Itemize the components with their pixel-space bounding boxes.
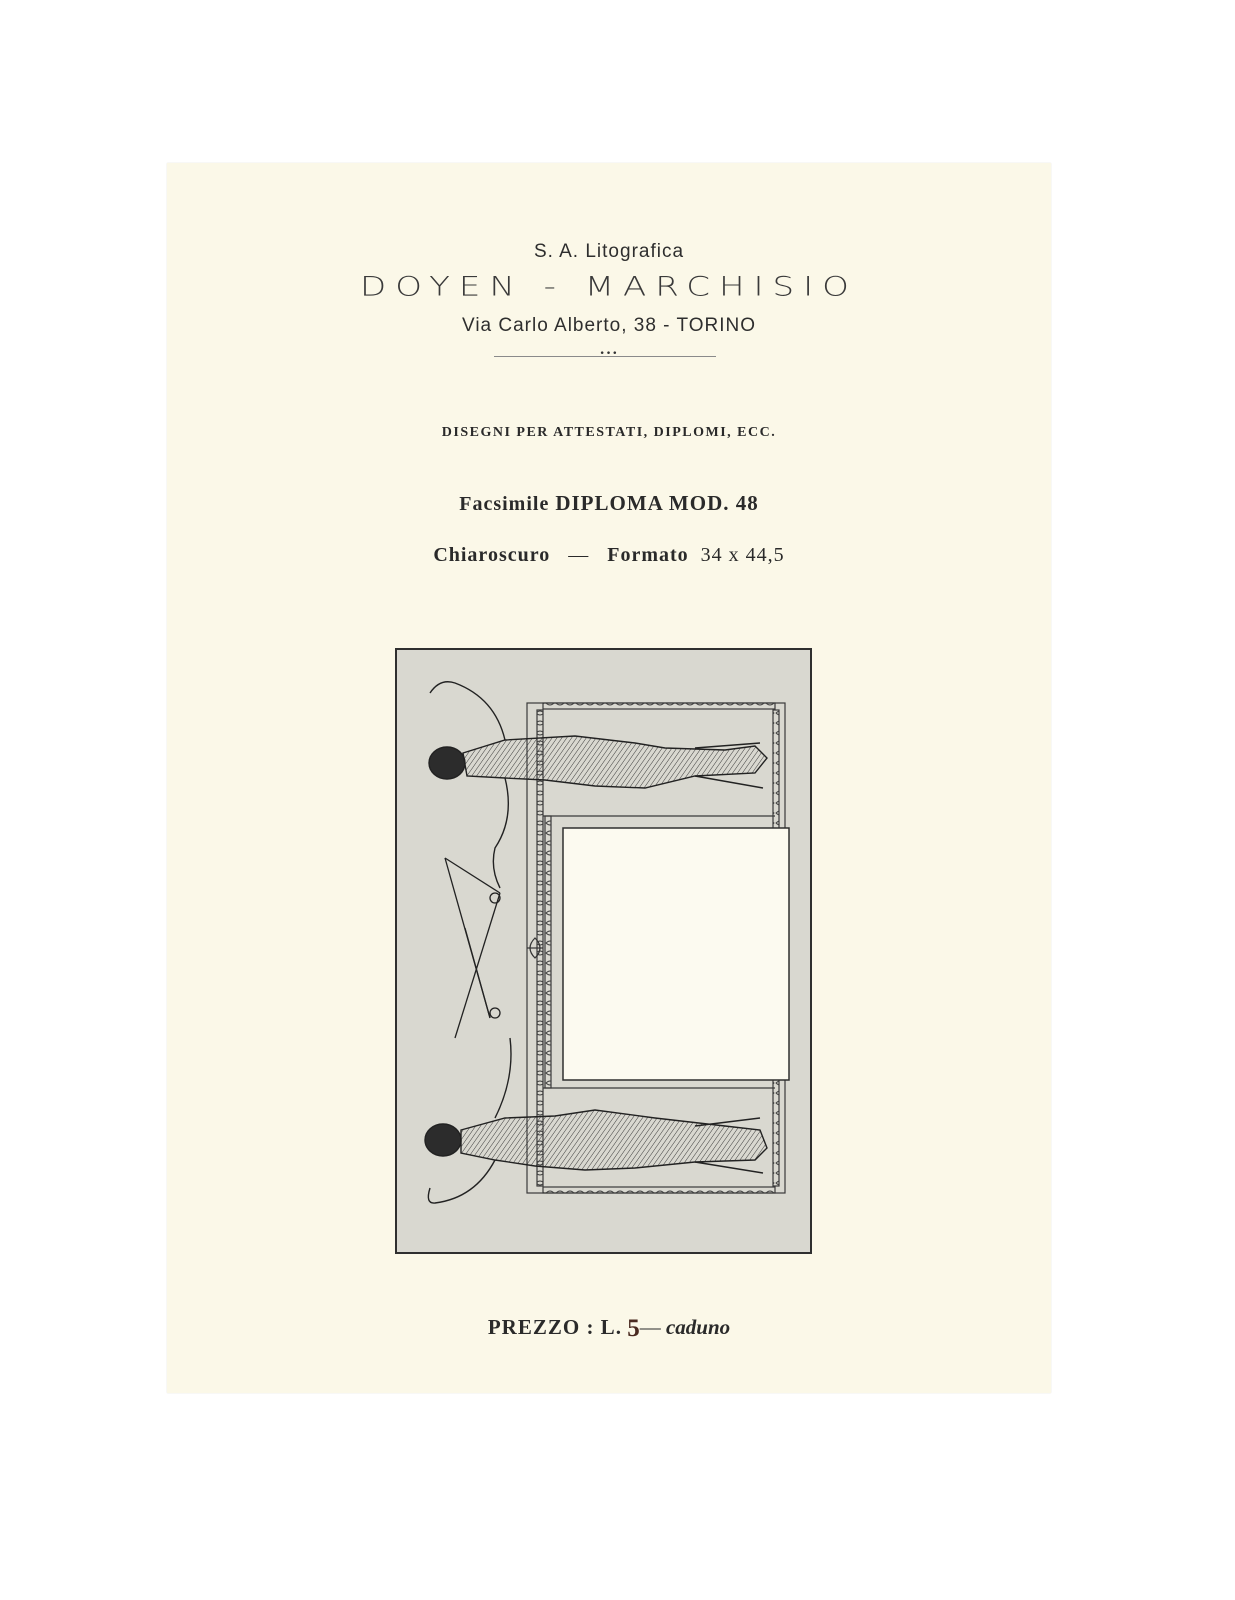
company-address: Via Carlo Alberto, 38 - TORINO [461,315,756,336]
price-dash: — [639,1315,661,1339]
format-line [167,544,1051,567]
diploma-illustration [395,648,812,1254]
price-amount: 5 [627,1315,640,1342]
divider-ornament: ••• [599,349,619,359]
catalog-page [167,163,1051,1393]
price-unit: caduno [665,1315,731,1339]
blank-text-panel [563,828,789,1080]
facsimile-title [167,491,1051,516]
format-size: 34 x 44,5 [700,544,785,566]
diploma-model: DIPLOMA MOD. 48 [555,491,759,515]
catalog-subject: DISEGNI PER ATTESTATI, DIPLOMI, ECC. [441,425,777,440]
format-dash: — [568,544,590,566]
format-label: Formato [607,544,689,566]
technique: Chiaroscuro [433,544,551,566]
company-type: S. A. Litografica [533,241,685,262]
company-name: DOYEN - MARCHISIO [360,271,858,303]
price-label: PREZZO : L. [487,1315,622,1339]
facsimile-prefix: Facsimile [459,493,550,515]
price-line [167,1315,1051,1343]
